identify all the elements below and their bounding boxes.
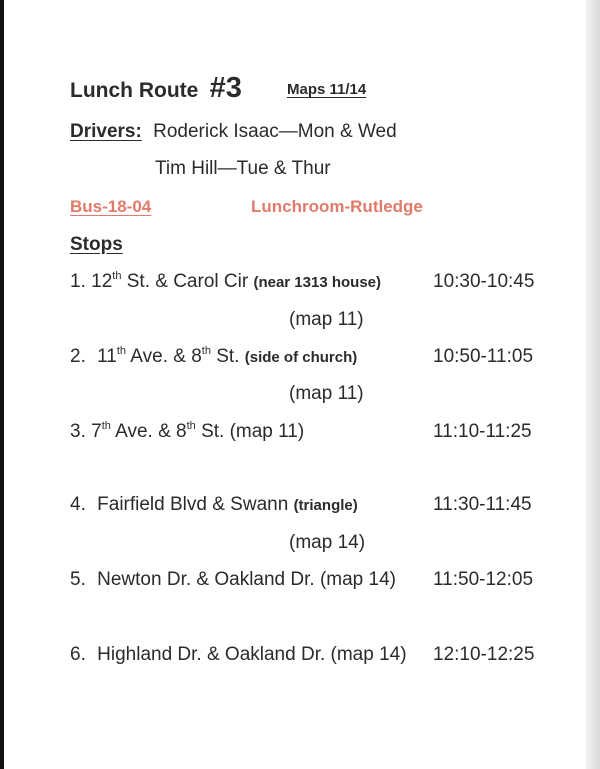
drivers-line-1 [70,122,397,141]
stop-3-time: 11:10-11:25 [433,421,532,442]
lunchroom-location: Lunchroom-Rutledge [251,197,423,216]
stop-6-time: 12:10-12:25 [433,644,535,665]
stop-street: Newton Dr. & Oakland Dr. (map 14) [97,569,396,590]
stop-street: Highland Dr. & Oakland Dr. (map 14) [97,644,407,665]
driver-2: Tim Hill—Tue & Thur [155,158,331,179]
stop-note: (near 1313 house) [253,274,382,291]
bus-number: Bus-18-04 [70,197,152,216]
stop-1 [70,272,381,291]
stop-note: (triangle) [293,497,358,514]
stop-number: 1. [70,271,86,292]
route-number: #3 [209,72,242,104]
stop-street: 11th Ave. & 8th St. [97,345,245,367]
stop-number: 4. [70,494,86,515]
stop-5-time: 11:50-12:05 [433,569,534,590]
stop-number: 6. [70,644,86,665]
stop-4-time: 11:30-11:45 [433,494,532,515]
stop-number: 2. [70,346,86,367]
stop-2-map: (map 11) [289,383,364,404]
maps-reference: Maps 11/14 [287,81,367,98]
stop-2 [70,347,357,366]
scan-edge-right [586,0,600,769]
stop-number: 3. [70,421,86,442]
stop-street: 7th Ave. & 8th St. (map 11) [91,420,305,442]
stop-4 [70,495,358,514]
stop-3 [70,422,304,441]
stop-street: Fairfield Blvd & Swann [97,494,294,515]
scan-edge-left [0,0,4,769]
driver-1: Roderick Isaac—Mon & Wed [153,121,397,142]
drivers-label: Drivers: [70,121,142,142]
stop-1-time: 10:30-10:45 [433,271,535,292]
stop-number: 5. [70,569,86,590]
stops-heading: Stops [70,234,123,255]
stop-note: (side of church) [244,349,358,366]
stop-2-time: 10:50-11:05 [433,346,534,367]
stop-street: 12th St. & Carol Cir [91,270,254,292]
page-title [70,74,242,103]
stop-6 [70,645,407,664]
stop-4-map: (map 14) [289,532,366,553]
stop-5 [70,570,396,589]
title-text: Lunch Route [70,79,199,102]
stop-1-map: (map 11) [289,309,364,330]
